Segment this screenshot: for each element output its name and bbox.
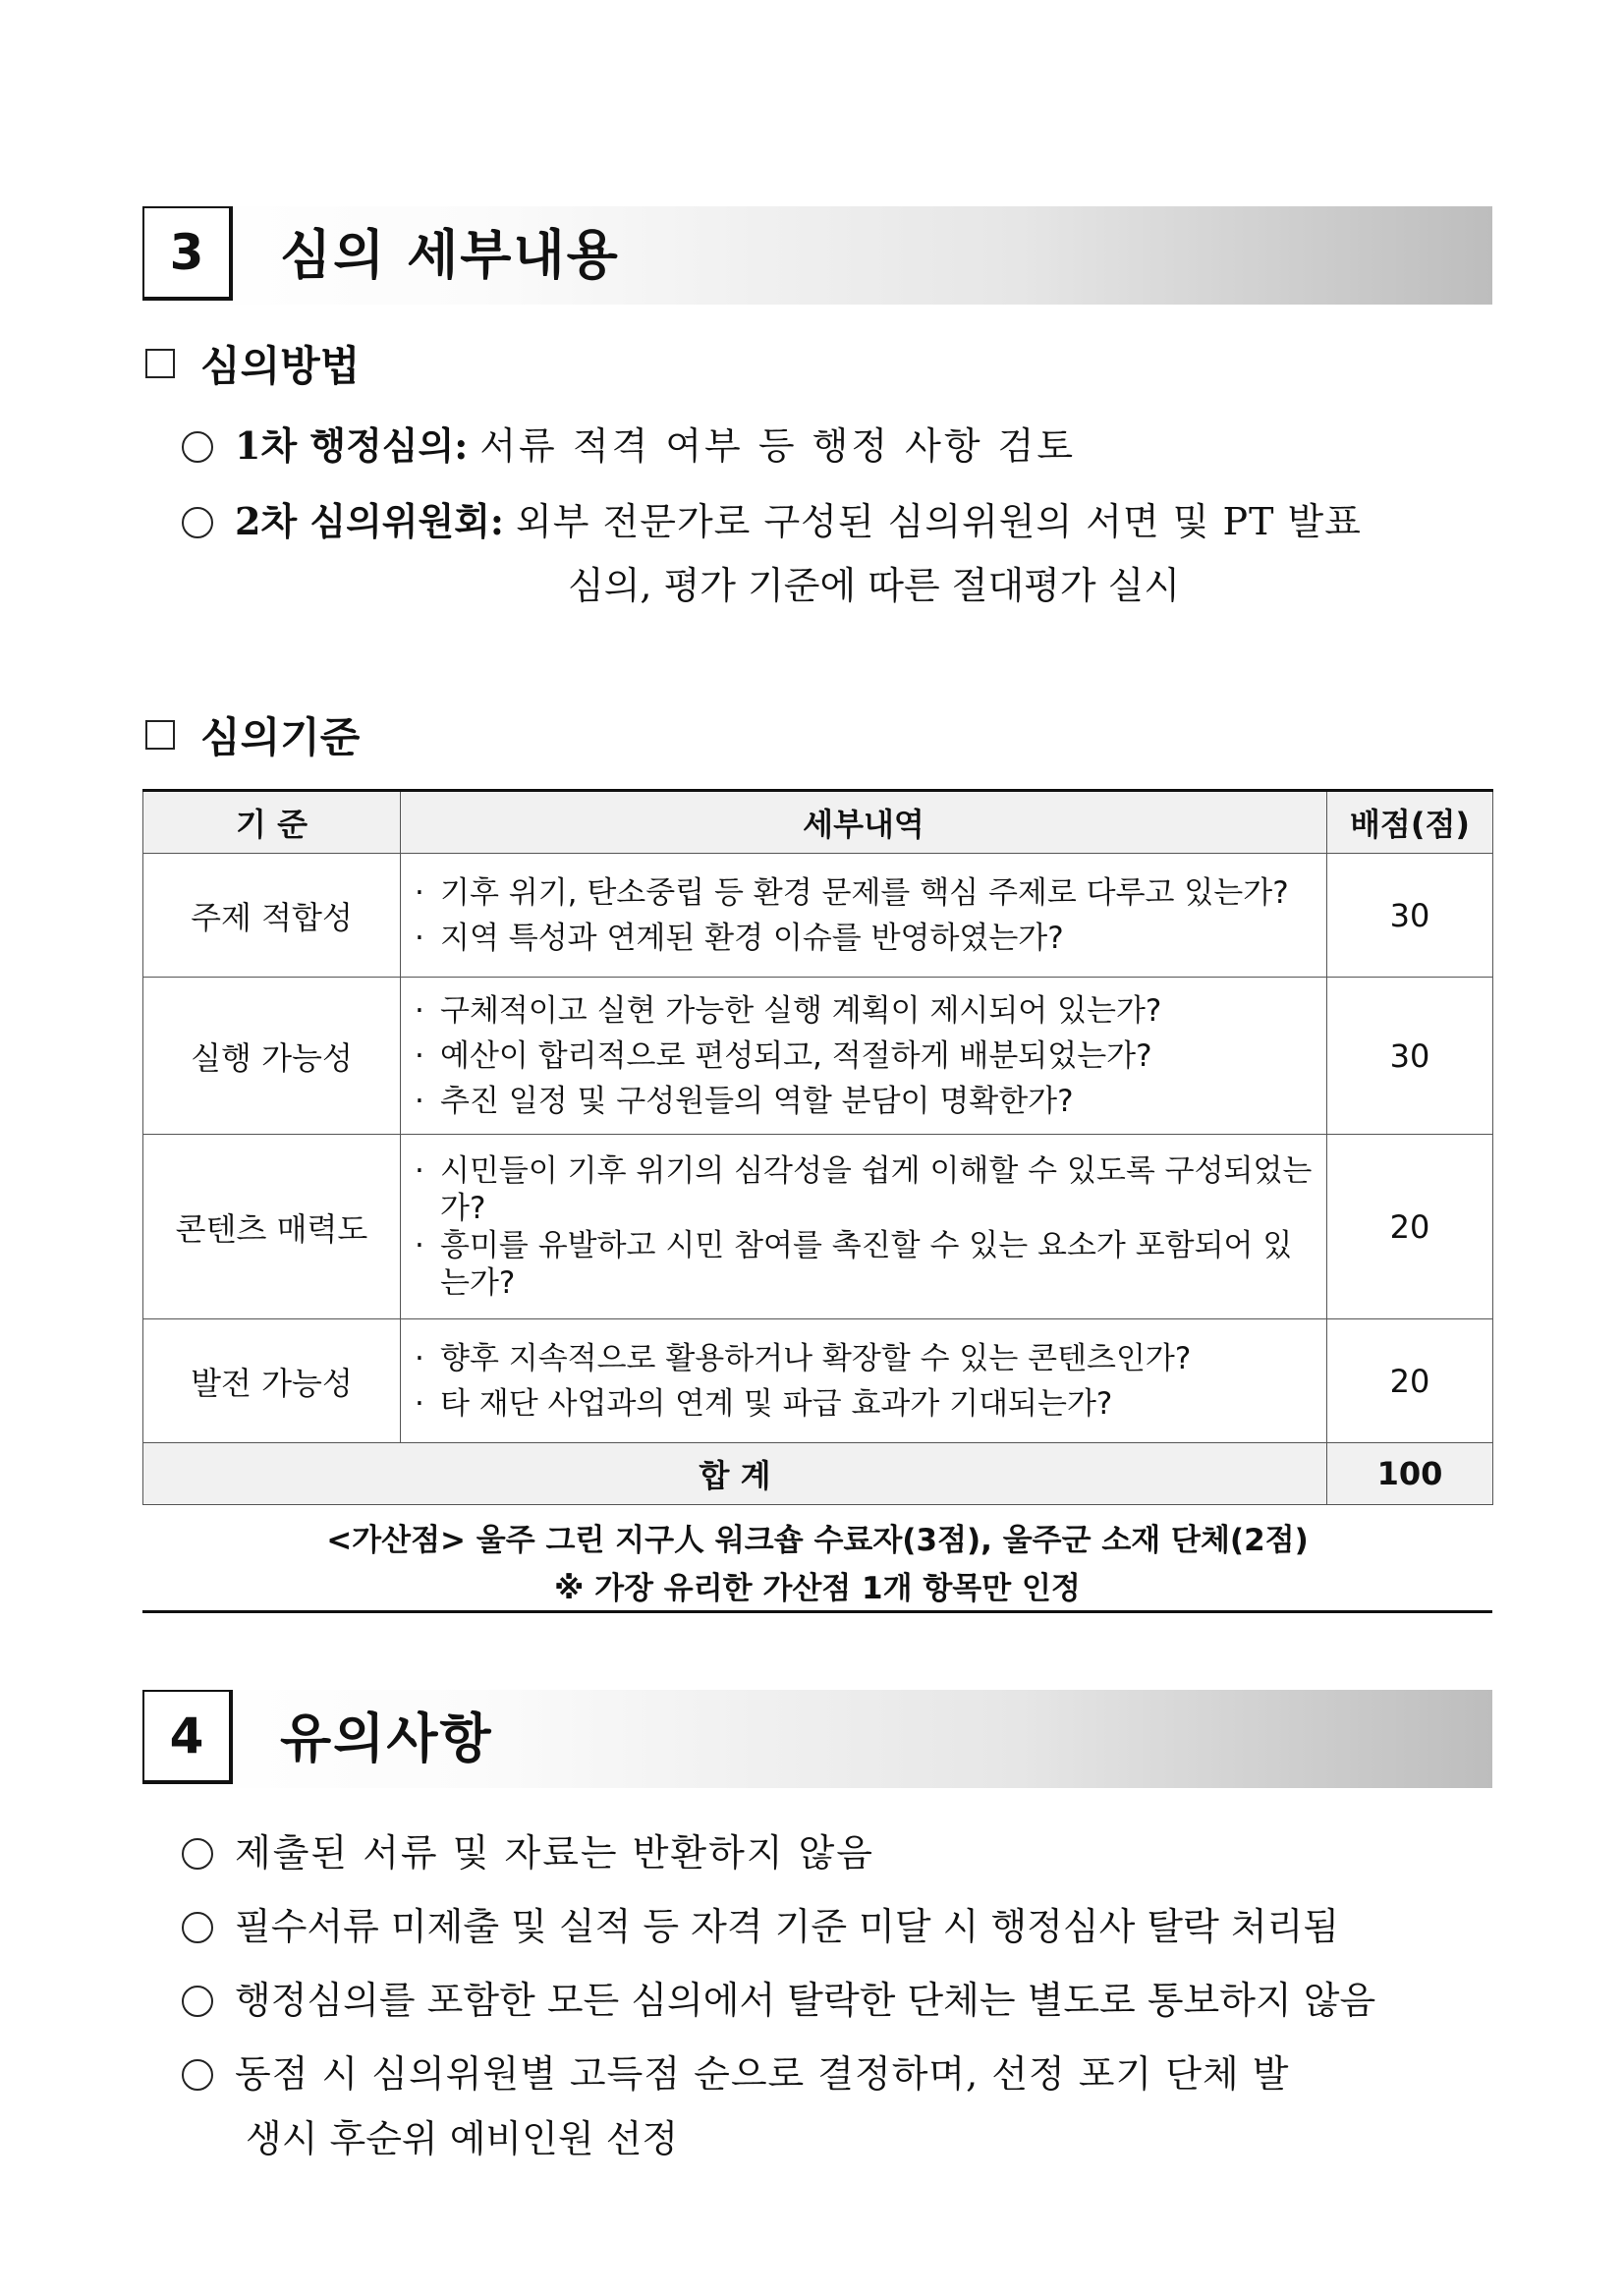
bonus-points-note: ※ 가장 유리한 가산점 1개 항목만 인정 [554,1571,1081,1606]
section-number: 4 [142,1690,233,1784]
detail-item: · 향후 지속적으로 활용하거나 확장할 수 있는 콘텐츠인가? [415,1336,1313,1381]
method-item-text: 외부 전문가로 구성된 심의위원의 서면 및 PT 발표 [516,500,1362,543]
circle-bullet-icon [182,507,213,538]
table-row [143,1319,1493,1443]
note-item-continuation: 생시 후순위 예비인원 선정 [246,2117,679,2160]
criterion-score: 30 [1327,978,1493,1135]
note-item: 제출된 서류 및 자료는 반환하지 않음 [182,1822,874,1876]
section-title: 심의 세부내용 [280,224,620,286]
circle-bullet-icon [182,1912,213,1943]
method-heading [145,334,360,393]
col-header-criterion: 기 준 [143,791,401,854]
criterion-details [401,978,1327,1135]
criteria-table [142,789,1493,1505]
circle-bullet-icon [182,2059,213,2091]
criterion-score: 20 [1327,1135,1493,1319]
checkbox-square-icon [145,720,175,750]
total-score: 100 [1327,1443,1493,1505]
criterion-name: 발전 가능성 [143,1319,401,1443]
detail-item: · 기후 위기, 탄소중립 등 환경 문제를 핵심 주제로 다루고 있는가? [415,870,1313,916]
detail-item: · 시민들이 기후 위기의 심각성을 쉽게 이해할 수 있도록 구성되었는가? [415,1152,1313,1227]
section-3-header [142,206,1492,305]
bonus-points-line: <가산점> 울주 그린 지구人 워크숍 수료자(3점), 울주군 소재 단체(2점) [326,1523,1309,1558]
table-header-row [143,791,1493,854]
circle-bullet-icon [182,431,213,463]
criterion-name: 실행 가능성 [143,978,401,1135]
note-item: 필수서류 미제출 및 실적 등 자격 기준 미달 시 행정심사 탈락 처리됨 [182,1896,1339,1950]
detail-item: · 예산이 합리적으로 편성되고, 적절하게 배분되었는가? [415,1034,1313,1079]
table-row [143,1135,1493,1319]
detail-item: · 지역 특성과 연계된 환경 이슈를 반영하였는가? [415,916,1313,961]
criteria-heading [145,705,360,764]
col-header-score: 배점(점) [1327,791,1493,854]
col-header-detail: 세부내역 [401,791,1327,854]
total-row [143,1443,1493,1505]
method-heading-text: 심의방법 [200,342,361,390]
detail-item: · 추진 일정 및 구성원들의 역할 분담이 명확한가? [415,1079,1313,1124]
method-item-text: 서류 적격 여부 등 행정 사항 검토 [479,424,1077,468]
circle-bullet-icon [182,1838,213,1870]
note-item: 행정심의를 포함한 모든 심의에서 탈락한 단체는 별도로 통보하지 않음 [182,1970,1375,2024]
section-number: 3 [142,206,233,301]
method-item-2 [182,491,1362,545]
criteria-heading-text: 심의기준 [200,713,361,761]
criterion-name: 주제 적합성 [143,854,401,978]
checkbox-square-icon [145,349,175,378]
table-row [143,854,1493,978]
detail-item: · 구체적이고 실현 가능한 실행 계획이 제시되어 있는가? [415,988,1313,1034]
table-bottom-rule [142,1610,1492,1613]
section-title: 유의사항 [280,1708,493,1769]
method-item-2-continuation: 심의, 평가 기준에 따른 절대평가 실시 [568,564,1181,607]
section-4-header [142,1690,1492,1788]
criterion-score: 20 [1327,1319,1493,1443]
criterion-details [401,1135,1327,1319]
detail-item: · 흥미를 유발하고 시민 참여를 촉진할 수 있는 요소가 포함되어 있는가? [415,1227,1313,1302]
circle-bullet-icon [182,1986,213,2017]
criterion-name: 콘텐츠 매력도 [143,1135,401,1319]
method-item-1 [182,416,1076,470]
method-item-label: 1차 행정심의: [235,423,469,468]
note-item: 동점 시 심의위원별 고득점 순으로 결정하며, 선정 포기 단체 발 [182,2044,1290,2098]
criterion-score: 30 [1327,854,1493,978]
method-item-label: 2차 심의위원회: [235,499,504,543]
criterion-details [401,854,1327,978]
table-row [143,978,1493,1135]
detail-item: · 타 재단 사업과의 연계 및 파급 효과가 기대되는가? [415,1381,1313,1427]
total-label: 합 계 [143,1443,1327,1505]
criterion-details [401,1319,1327,1443]
